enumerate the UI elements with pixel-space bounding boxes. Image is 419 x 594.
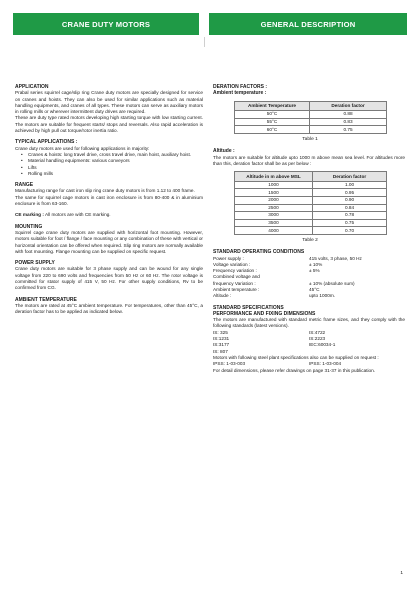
table-header: Deration factor (310, 101, 387, 111)
condition-label: Combined voltage and (213, 274, 260, 280)
table-row (235, 204, 387, 212)
table-cell: 0.84 (313, 204, 387, 212)
table-cell: 0.95 (313, 189, 387, 197)
table-row (235, 227, 387, 235)
standard-item: IS: 325 (213, 329, 228, 335)
standard-item: IS:2223 (309, 336, 326, 342)
ipss-item: IPSS: 1-03-003 (213, 361, 246, 367)
table-row (235, 212, 387, 220)
table-header: Altitude in m above MSL (235, 172, 313, 182)
power-supply-text: Crane duty motors are suitable for 3 phase supply and can be wound for any single voltage from 220 to 690 volts and frequencies from 50 Hz or 60 Hz. The rotor voltage is committed for stator supply of 415 V, 50 Hz. For other supply conditions, Rv to be confirmed from CG. (15, 266, 203, 291)
header-banner-left (13, 13, 199, 35)
altitude-heading: Altitude : (213, 148, 235, 155)
deration-factors-heading: DERATION FACTORS : (213, 84, 267, 90)
table-cell: 0.90 (313, 196, 387, 204)
ambient-deration-table (234, 101, 387, 134)
table-cell: 0.78 (313, 212, 387, 220)
condition-label: frequency Variation : (213, 280, 256, 286)
specs-intro: The motors are manufactured with standard metric frame sizes, and they comply with the following standards (latest versions). (213, 317, 405, 329)
condition-value: ± 5% (309, 268, 320, 274)
dimensions-reference-text: For detail dimensions, please refer drawings on page 31-37 in this publication. (213, 367, 376, 373)
range-heading: RANGE (15, 182, 34, 189)
condition-label: Power supply : (213, 255, 244, 261)
condition-value: ± 10% (309, 261, 323, 267)
altitude-deration-table (234, 171, 387, 235)
table-cell: 50°C (235, 111, 310, 119)
standard-item: IEC:60034-1 (309, 342, 336, 348)
table-header: Deration factor (313, 172, 387, 182)
power-supply-heading: POWER SUPPLY (15, 260, 55, 267)
table-cell: 2500 (235, 204, 313, 212)
table-row (235, 189, 387, 197)
table-row (235, 126, 387, 134)
application-paragraph-1: Prabal series squirrel cage/slip ring Crane duty motors are specially designed for service on cranes and hoists. They can also be used for similar applications such as material handling equipments, and cranes of all types. These motors can serve as auxiliary motors in rolling mills or wherever intermittent duty drives are required. (15, 90, 203, 115)
table-cell: 60°C (235, 126, 310, 134)
table-cell: 0.83 (310, 118, 387, 126)
table-cell: 0.75 (310, 126, 387, 134)
standard-item: IS: 807 (213, 348, 228, 354)
condition-label: Ambient temperature : (213, 286, 260, 292)
operating-conditions-heading: STANDARD OPERATING CONDITIONS (213, 249, 305, 256)
table-header: Ambient Temperature (235, 101, 310, 111)
standard-item: IS:3177 (213, 342, 230, 348)
right-title: GENERAL DESCRIPTION (260, 19, 356, 29)
range-paragraph-1: Manufacturing range for cast iron slip ring crane duty motors is from 1.12 to 400 frame. (15, 188, 195, 194)
application-paragraph-2: These are duty type rated motors developing high starting torque with low starting current. The motors are suitable for frequent starts/ stops and reversals. Also rapid acceleration is achieved by high pull out torque/rotor inertia ratio. (15, 115, 203, 134)
condition-value: 415 volts, 3 phase, 50 Hz (309, 255, 362, 261)
table-row (235, 111, 387, 119)
list-item: • Rolling mills (21, 171, 203, 177)
ambient-temperature-subheading: Ambient temperature : (213, 90, 267, 97)
ipss-item: IPSS: 1-03-004 (309, 361, 342, 367)
ce-marking-text: All motors are with CE marking. (43, 212, 111, 218)
mounting-heading: MOUNTING (15, 223, 43, 230)
condition-value: 45°C (309, 286, 320, 292)
table-cell: 0.70 (313, 227, 387, 235)
table-cell: 4000 (235, 227, 313, 235)
table-cell: 3000 (235, 212, 313, 220)
application-heading: APPLICATION (15, 84, 49, 90)
header-divider (204, 37, 205, 47)
standard-item: IS:4722 (309, 329, 326, 335)
ambient-temperature-text: The motors are rated at 45°C ambient temperature. For temperatures, other than 45°C, a deration factor has to be applied as indicated below. (15, 302, 203, 315)
condition-label: Altitude : (213, 293, 232, 299)
condition-label: Frequency variation : (213, 268, 257, 274)
altitude-text: The motors are suitable for altitude upto 1000 m above mean sea level. For altitudes more than this, deration factor shall be as per below : (213, 154, 405, 166)
table-2-caption: Table 2 (302, 237, 318, 243)
typical-applications-intro: Crane duty motors are used for following applications in majority: (15, 145, 150, 151)
list-item: • Cranes & hoists: long travel drive, cross travel drive, main hoist, auxiliary hoist. (21, 152, 203, 158)
table-cell: 3500 (235, 219, 313, 227)
condition-label: Voltage variation : (213, 261, 251, 267)
ipss-list (213, 361, 405, 367)
condition-value: ± 10% (absolute sum) (309, 280, 355, 286)
table-cell: 55°C (235, 118, 310, 126)
steel-plant-text: Motors with following steel plant specifications also can be supplied on request : (213, 354, 379, 360)
standard-item: IS:1231 (213, 336, 230, 342)
right-column (213, 84, 405, 374)
range-paragraph-2: The same for squirrel cage motors in cast iron enclosure is from 80-400 & in aluminium enclosure is from 63-160. (15, 194, 203, 207)
table-row (235, 118, 387, 126)
table-row (235, 196, 387, 204)
table-cell: 2000 (235, 196, 313, 204)
table-row (235, 219, 387, 227)
page-number: 1 (400, 571, 403, 576)
performance-dimensions-heading: PERFORMANCE AND FIXING DIMENSIONS (213, 310, 316, 317)
list-item: • Material handling equipments: various conveyors (21, 158, 203, 164)
header-banner-right (209, 13, 407, 35)
ambient-temperature-heading: AMBIENT TEMPERATURE (15, 296, 77, 303)
typical-applications-list (21, 152, 203, 177)
left-title: CRANE DUTY MOTORS (61, 19, 151, 29)
left-column (15, 84, 203, 316)
typical-applications-heading: TYPICAL APPLICATIONS : (15, 139, 78, 146)
table-cell: 1.00 (313, 181, 387, 189)
ce-marking (15, 212, 203, 218)
list-item: • Lifts (21, 165, 203, 171)
standards-list (213, 330, 405, 355)
condition-value: upto 1000m. (309, 293, 336, 299)
standard-specifications-heading: STANDARD SPECIFICATIONS (213, 304, 284, 311)
mounting-text: Squirrel cage crane duty motors are supplied with horizontal foot mounting. However, motors suitable for foot / flange / face mounting or any combination of these with vertical or horizontal orientation can be offered when required. Slip ring motors are normally available with foot mounting. Flange mounting can be supplied on specific request. (15, 229, 203, 254)
table-1-caption: Table 1 (302, 136, 318, 142)
table-cell: 1500 (235, 189, 313, 197)
ce-marking-label: CE marking : (15, 212, 44, 218)
table-cell: 0.75 (313, 219, 387, 227)
condition-row (213, 293, 405, 299)
table-cell: 0.88 (310, 111, 387, 119)
table-cell: 1000 (235, 181, 313, 189)
table-row (235, 181, 387, 189)
